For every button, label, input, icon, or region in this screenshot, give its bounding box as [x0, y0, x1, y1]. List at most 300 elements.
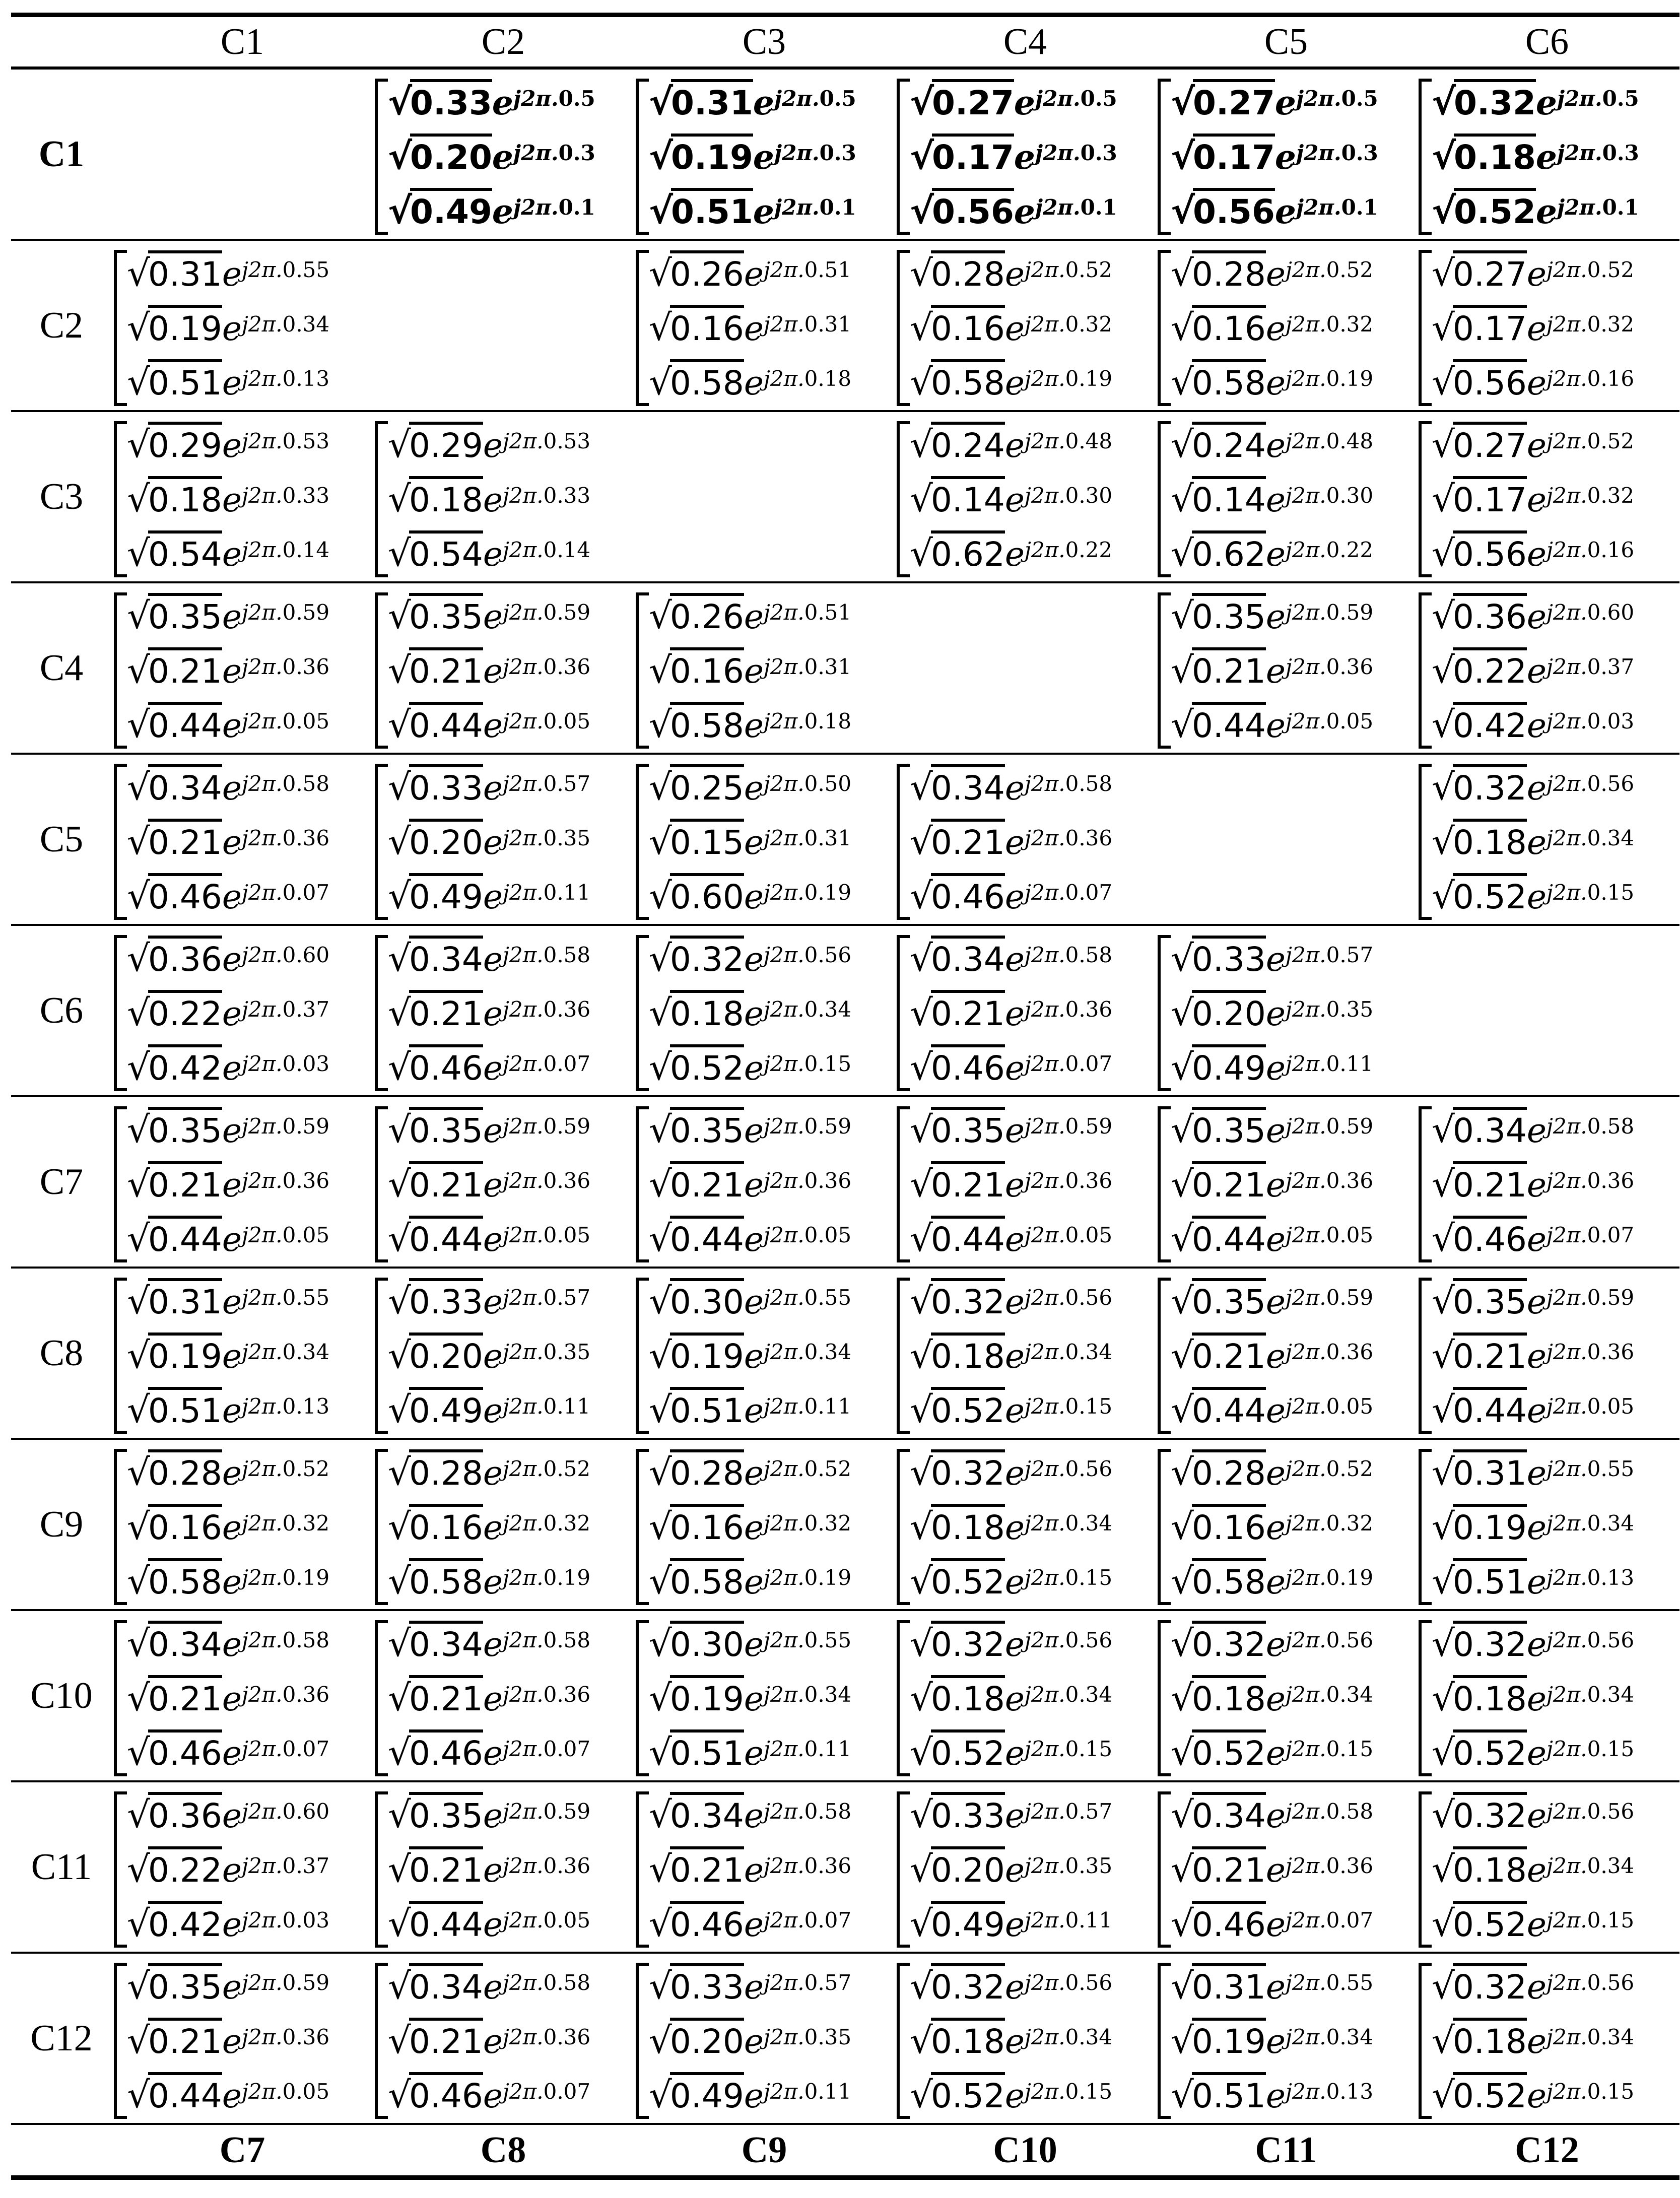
table-row [11, 583, 1679, 753]
magnitude-value: 0.46 [409, 1044, 483, 1090]
phase-exponent [503, 1456, 590, 1481]
phase-value: 0.07 [804, 1908, 852, 1933]
phase-exponent [1025, 997, 1112, 1022]
vector-entry [649, 131, 895, 181]
vector-entries [1171, 77, 1417, 239]
radical-icon: √ [1432, 135, 1456, 177]
exp-base: e [744, 1283, 764, 1321]
exponent-prefix: j2π. [1285, 483, 1326, 508]
phase-exponent [764, 600, 851, 625]
matrix-cell [373, 926, 634, 1095]
exp-base: e [483, 1220, 503, 1259]
phase-value: 0.15 [1065, 1565, 1113, 1590]
magnitude-value: 0.35 [148, 1963, 222, 2009]
phase-exponent [764, 997, 851, 1022]
exponent-prefix: j2π. [1035, 195, 1081, 220]
phase-exponent [1025, 257, 1112, 282]
radical-icon: √ [127, 1388, 150, 1431]
phase-exponent [1547, 1114, 1634, 1139]
magnitude-value: 0.21 [1192, 647, 1266, 693]
exponent-prefix: j2π. [241, 429, 283, 453]
vector-entries [649, 1276, 895, 1438]
vector-entry [1432, 131, 1677, 181]
exp-base: e [1004, 364, 1025, 403]
vector-entry [127, 1961, 373, 2011]
magnitude-value: 0.46 [409, 1729, 483, 1775]
radical-icon: √ [649, 1108, 672, 1151]
vector-entry [388, 1213, 634, 1263]
phase-value: 0.58 [282, 1628, 330, 1652]
exponent-prefix: j2π. [502, 1394, 544, 1419]
left-bracket-icon [1419, 764, 1432, 920]
vector-entry [910, 1384, 1156, 1435]
exponent-prefix: j2π. [1024, 366, 1065, 391]
magnitude-value: 0.21 [1453, 1161, 1527, 1207]
exp-base: e [222, 597, 242, 636]
phase-exponent [242, 429, 329, 453]
phase-value: 0.59 [543, 1799, 591, 1824]
radical-icon: √ [1432, 649, 1455, 691]
table-row [11, 1611, 1679, 1780]
phase-exponent [503, 1394, 590, 1419]
matrix-cell [1156, 1097, 1417, 1267]
vector-entry [388, 1844, 634, 1894]
left-bracket-icon [1158, 935, 1171, 1091]
vector-entries [649, 933, 895, 1095]
radical-icon: √ [388, 1388, 411, 1431]
radical-icon: √ [388, 703, 411, 746]
vector-entry [388, 1789, 634, 1840]
radical-icon: √ [1171, 1793, 1194, 1836]
phase-exponent [1286, 654, 1373, 679]
exponent-prefix: j2π. [1546, 366, 1587, 391]
phase-exponent [764, 1456, 851, 1481]
exp-base: e [1526, 255, 1547, 294]
phase-value: 0.05 [1326, 1394, 1374, 1419]
magnitude-value: 0.32 [931, 1278, 1005, 1323]
exp-base: e [222, 769, 242, 808]
magnitude-value: 0.32 [1453, 1963, 1527, 2009]
magnitude-value: 0.21 [148, 1161, 222, 1207]
phase-value: 0.55 [282, 1285, 330, 1310]
radical-icon: √ [649, 306, 672, 349]
vector-entries [910, 1789, 1156, 1952]
vector-entry [649, 1673, 895, 1723]
exponent-prefix: j2π. [241, 826, 283, 850]
phase-exponent [1286, 1737, 1373, 1761]
vector-entry [649, 1844, 895, 1894]
exponent-prefix: j2π. [763, 1394, 804, 1419]
exp-base: e [744, 1905, 764, 1944]
phase-exponent [1547, 366, 1634, 391]
exponent-prefix: j2π. [1557, 141, 1602, 165]
exponent-prefix: j2π. [1546, 771, 1587, 796]
magnitude-value: 0.17 [1453, 305, 1527, 350]
phase-value: 0.11 [804, 1394, 852, 1419]
phase-value: 0.36 [804, 1853, 852, 1878]
phase-value: 0.32 [1587, 483, 1635, 508]
left-bracket-icon [114, 1278, 127, 1434]
exponent-prefix: j2π. [1035, 86, 1081, 111]
phase-value: 0.3 [1341, 141, 1378, 165]
magnitude-value: 0.17 [1453, 476, 1527, 521]
phase-value: 0.5 [819, 86, 856, 111]
exp-base: e [1265, 1166, 1286, 1205]
exp-base: e [483, 994, 503, 1033]
vector-entry [1432, 2015, 1677, 2066]
magnitude-value: 0.27 [1193, 79, 1275, 124]
phase-exponent [764, 1908, 851, 1933]
vector-entry [1432, 1104, 1677, 1155]
magnitude-value: 0.16 [148, 1504, 222, 1549]
phase-exponent [1547, 1168, 1634, 1193]
vector-entry [1432, 2070, 1677, 2120]
vector-entry [127, 1276, 373, 1326]
vector-entries [127, 1789, 373, 1952]
vector-entry [1432, 871, 1677, 921]
magnitude-value: 0.21 [670, 1846, 744, 1892]
radical-icon: √ [388, 1108, 411, 1151]
vector-entry [1432, 1727, 1677, 1777]
phase-exponent [764, 2025, 851, 2049]
radical-icon: √ [388, 875, 411, 917]
magnitude-value: 0.24 [1192, 422, 1266, 467]
magnitude-value: 0.29 [148, 422, 222, 467]
exp-base: e [1004, 769, 1025, 808]
radical-icon: √ [1432, 703, 1455, 746]
phase-value: 0.11 [543, 1394, 591, 1419]
phase-exponent [242, 1340, 329, 1364]
phase-exponent [1286, 483, 1373, 508]
empty-cell [634, 412, 895, 581]
exponent-prefix: j2π. [241, 709, 283, 734]
phase-value: 0.05 [282, 2079, 330, 2104]
phase-value: 0.58 [543, 1628, 591, 1652]
phase-exponent [1286, 1223, 1373, 1247]
magnitude-value: 0.58 [670, 1558, 744, 1604]
phase-exponent [764, 1114, 851, 1139]
vector-entries [910, 1276, 1156, 1438]
phase-value: 0.36 [1065, 1168, 1113, 1193]
exp-base: e [1004, 2077, 1025, 2115]
phase-exponent [242, 1628, 329, 1652]
exp-base: e [1004, 1851, 1025, 1890]
left-bracket-icon [114, 1791, 127, 1948]
phase-exponent [1286, 1799, 1373, 1824]
vector-entry [910, 1276, 1156, 1326]
phase-exponent [1547, 1737, 1634, 1761]
phase-value: 0.34 [804, 997, 852, 1022]
vector-entry [388, 1618, 634, 1669]
magnitude-value: 0.28 [409, 1449, 483, 1495]
phase-value: 0.36 [1587, 1340, 1635, 1364]
exp-base: e [1526, 2022, 1547, 2061]
matrix-cell [373, 1440, 634, 1609]
vector-entry [127, 2070, 373, 2120]
left-bracket-icon [897, 79, 910, 235]
col-header: C5 [1264, 21, 1308, 62]
magnitude-value: 0.18 [931, 1333, 1005, 1378]
vector-entries [649, 77, 895, 239]
exp-base: e [744, 1454, 764, 1493]
matrix-cell [373, 755, 634, 924]
radical-icon: √ [388, 423, 411, 465]
magnitude-value: 0.17 [932, 134, 1014, 179]
phase-value: 0.59 [804, 1114, 852, 1139]
vector-entries [127, 1104, 373, 1267]
magnitude-value: 0.21 [148, 819, 222, 864]
magnitude-value: 0.52 [931, 1729, 1005, 1775]
radical-icon: √ [1171, 1622, 1194, 1664]
exp-base: e [1274, 83, 1296, 122]
phase-value: 0.55 [282, 257, 330, 282]
exponent-prefix: j2π. [502, 1799, 544, 1824]
exponent-prefix: j2π. [1285, 312, 1326, 337]
vector-entry [649, 762, 895, 812]
radical-icon: √ [388, 1902, 411, 1945]
exponent-prefix: j2π. [1024, 880, 1065, 905]
vector-entry [649, 1556, 895, 1606]
exponent-prefix: j2π. [1024, 1682, 1065, 1707]
vector-entry [1171, 1789, 1417, 1840]
left-bracket-icon [897, 1449, 910, 1605]
magnitude-value: 0.46 [670, 1901, 744, 1946]
matrix-cell [373, 70, 634, 239]
exponent-prefix: j2π. [1285, 1168, 1326, 1193]
vector-entry [127, 590, 373, 641]
radical-icon: √ [649, 1163, 672, 1205]
radical-icon: √ [388, 1334, 411, 1376]
radical-icon: √ [388, 2074, 411, 2116]
exp-base: e [1535, 83, 1557, 122]
exponent-prefix: j2π. [502, 943, 544, 967]
exponent-prefix: j2π. [1024, 1799, 1065, 1824]
phase-value: 0.19 [1326, 366, 1374, 391]
exp-base: e [1265, 1508, 1286, 1547]
magnitude-value: 0.42 [148, 1901, 222, 1946]
magnitude-value: 0.19 [1453, 1504, 1527, 1549]
magnitude-value: 0.44 [1192, 1387, 1266, 1432]
exponent-prefix: j2π. [241, 1970, 283, 1995]
exponent-prefix: j2π. [1024, 1456, 1065, 1481]
phase-value: 0.19 [804, 880, 852, 905]
exponent-prefix: j2π. [1024, 997, 1065, 1022]
exp-base: e [1274, 192, 1296, 231]
exponent-prefix: j2π. [763, 1799, 804, 1824]
radical-icon: √ [127, 478, 150, 520]
phase-value: 0.58 [543, 1970, 591, 1995]
radical-icon: √ [649, 1217, 672, 1259]
radical-icon: √ [388, 991, 411, 1034]
exp-base: e [483, 1968, 503, 2007]
exponent-prefix: j2π. [1024, 1168, 1065, 1193]
radical-icon: √ [1171, 594, 1194, 637]
exp-base: e [1535, 138, 1557, 177]
vector-entry [1432, 1673, 1677, 1723]
exp-base: e [492, 83, 513, 122]
left-bracket-icon [1158, 1963, 1171, 2119]
phase-value: 0.56 [1587, 1799, 1635, 1824]
radical-icon: √ [1432, 1280, 1455, 1322]
phase-exponent [764, 654, 851, 679]
vector-entry [649, 590, 895, 641]
vector-entry [127, 1727, 373, 1777]
phase-value: 0.36 [1326, 1340, 1374, 1364]
left-bracket-icon [375, 1963, 388, 2119]
radical-icon: √ [388, 478, 411, 520]
vector-entry [1171, 645, 1417, 695]
phase-value: 0.31 [804, 654, 852, 679]
radical-icon: √ [1171, 1965, 1194, 2007]
exponent-prefix: j2π. [1546, 1394, 1587, 1419]
phase-exponent [1286, 997, 1373, 1022]
radical-icon: √ [649, 1902, 672, 1945]
exponent-prefix: j2π. [763, 1565, 804, 1590]
radical-icon: √ [1432, 423, 1455, 465]
radical-icon: √ [1171, 1677, 1194, 1719]
radical-icon: √ [649, 1388, 672, 1431]
matrix-table [11, 13, 1679, 2180]
phase-exponent [1286, 366, 1373, 391]
phase-value: 0.1 [1341, 195, 1378, 220]
phase-value: 0.53 [543, 429, 591, 453]
exp-base: e [1265, 1391, 1286, 1430]
left-bracket-icon [636, 1449, 649, 1605]
phase-value: 0.07 [543, 1737, 591, 1761]
vector-entry [649, 1961, 895, 2011]
left-bracket-icon [897, 1963, 910, 2119]
phase-value: 0.37 [282, 997, 330, 1022]
exponent-prefix: j2π. [1546, 1565, 1587, 1590]
matrix-cell [634, 1097, 895, 1267]
radical-icon: √ [127, 361, 150, 403]
left-bracket-icon [114, 1449, 127, 1605]
matrix-cell [1417, 583, 1677, 753]
phase-value: 0.14 [282, 538, 330, 562]
exponent-prefix: j2π. [1285, 1799, 1326, 1824]
vector-entry [910, 419, 1156, 470]
exponent-prefix: j2π. [1285, 1285, 1326, 1310]
vector-entry [388, 1898, 634, 1949]
phase-value: 0.18 [804, 366, 852, 391]
magnitude-value: 0.22 [148, 1846, 222, 1892]
radical-icon: √ [127, 2019, 150, 2061]
phase-exponent [764, 826, 851, 850]
radical-icon: √ [910, 135, 934, 177]
exp-base: e [744, 1968, 764, 2007]
vector-entry [1432, 357, 1677, 407]
exponent-prefix: j2π. [1546, 2079, 1587, 2104]
radical-icon: √ [127, 1622, 150, 1664]
magnitude-value: 0.32 [1453, 1792, 1527, 1837]
exp-base: e [1004, 1166, 1025, 1205]
phase-exponent [1025, 1682, 1112, 1707]
exp-base: e [222, 1796, 242, 1835]
phase-exponent [1547, 312, 1634, 337]
vector-entries [1432, 77, 1677, 239]
matrix-cell [112, 1269, 373, 1438]
matrix-cell [1417, 1440, 1677, 1609]
exponent-prefix: j2π. [1024, 826, 1065, 850]
vector-entry [1432, 645, 1677, 695]
col-header: C6 [1525, 21, 1569, 62]
radical-icon: √ [1432, 306, 1455, 349]
radical-icon: √ [127, 1451, 150, 1493]
phase-exponent [1547, 1223, 1634, 1247]
vector-entry [127, 1618, 373, 1669]
magnitude-value: 0.20 [1192, 990, 1266, 1035]
phase-exponent [503, 1168, 590, 1193]
phase-exponent [764, 1970, 851, 1995]
radical-icon: √ [910, 1046, 933, 1088]
matrix-cell [1417, 1954, 1677, 2123]
phase-exponent [503, 1970, 590, 1995]
vector-entry [1432, 1898, 1677, 1949]
magnitude-value: 0.16 [931, 305, 1005, 350]
exponent-prefix: j2π. [1024, 1737, 1065, 1761]
phase-exponent [242, 538, 329, 562]
magnitude-value: 0.33 [670, 1963, 744, 2009]
magnitude-value: 0.15 [670, 819, 744, 864]
exp-base: e [222, 1049, 242, 1088]
magnitude-value: 0.49 [1192, 1044, 1266, 1090]
matrix-cell [1156, 70, 1417, 239]
col-header: C4 [1003, 21, 1047, 62]
exp-base: e [222, 1625, 242, 1664]
magnitude-value: 0.32 [1192, 1621, 1266, 1666]
phase-value: 0.57 [543, 771, 591, 796]
magnitude-value: 0.56 [932, 188, 1014, 233]
exp-base: e [1004, 1049, 1025, 1088]
exponent-prefix: j2π. [1285, 2025, 1326, 2049]
left-bracket-icon [1158, 1620, 1171, 1776]
radical-icon: √ [649, 1677, 672, 1719]
phase-value: 0.50 [804, 771, 852, 796]
vector-entry [1432, 1276, 1677, 1326]
magnitude-value: 0.34 [409, 936, 483, 981]
exp-base: e [1526, 1283, 1547, 1321]
radical-icon: √ [127, 937, 150, 979]
left-bracket-icon [636, 1963, 649, 2119]
exponent-prefix: j2π. [241, 771, 283, 796]
magnitude-value: 0.46 [148, 873, 222, 918]
exp-base: e [222, 1454, 242, 1493]
radical-icon: √ [910, 1451, 933, 1493]
exp-base: e [1526, 1220, 1547, 1259]
phase-exponent [1286, 600, 1373, 625]
vector-entry [910, 1844, 1156, 1894]
phase-exponent [1035, 141, 1117, 165]
exp-base: e [1526, 309, 1547, 348]
phase-value: 0.13 [1587, 1565, 1635, 1590]
exp-base: e [1535, 192, 1557, 231]
left-bracket-icon [375, 1106, 388, 1262]
exponent-prefix: j2π. [1546, 1511, 1587, 1536]
vector-entry [1171, 1898, 1417, 1949]
magnitude-value: 0.35 [409, 1107, 483, 1152]
phase-exponent [1025, 1511, 1112, 1536]
phase-exponent [1286, 429, 1373, 453]
vector-entry [910, 1447, 1156, 1497]
vector-entries [388, 1618, 634, 1780]
vector-entries [1171, 248, 1417, 410]
exp-base: e [744, 1625, 764, 1664]
exp-base: e [1526, 823, 1547, 862]
vector-entry [649, 871, 895, 921]
vector-entry [388, 1727, 634, 1777]
exp-base: e [222, 878, 242, 916]
phase-value: 0.56 [1065, 1628, 1113, 1652]
